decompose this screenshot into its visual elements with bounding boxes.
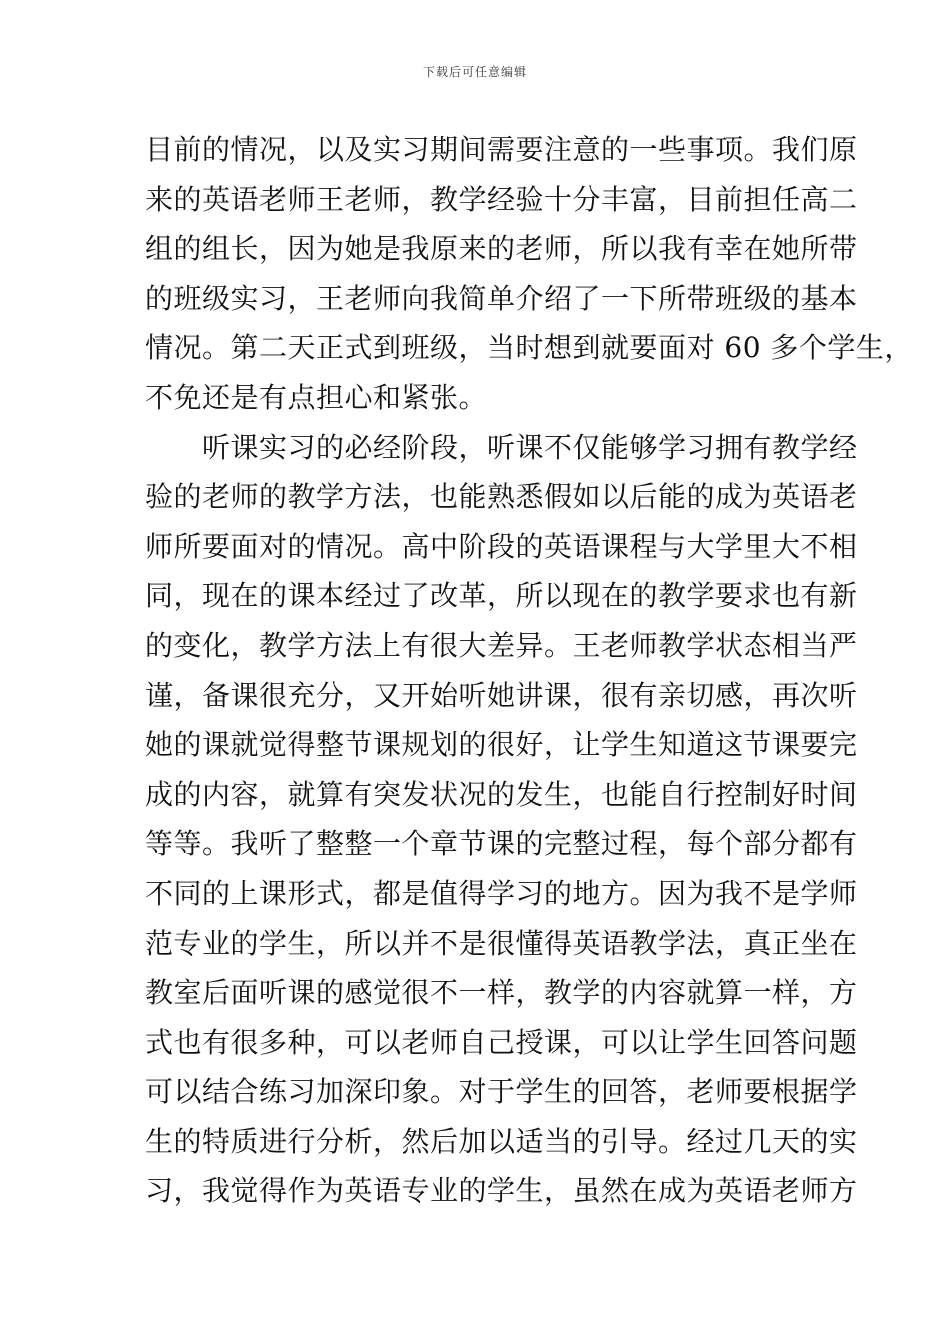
text-line: 范专业的学生，所以并不是很懂得英语教学法，真正坐在 xyxy=(145,926,858,960)
body-text xyxy=(145,125,913,1216)
text-line: 的班级实习，王老师向我简单介绍了一下所带班级的基本 xyxy=(145,281,858,315)
text-line: 组的组长，因为她是我原来的老师，所以我有幸在她所带 xyxy=(145,232,858,266)
text-line: 她的课就觉得整节课规划的很好，让学生知道这节课要完 xyxy=(145,728,858,762)
text-line: 等等。我听了整整一个章节课的完整过程，每个部分都有 xyxy=(145,827,858,861)
text-line: 师所要面对的情况。高中阶段的英语课程与大学里大不相 xyxy=(145,529,858,563)
text-line: 成的内容，就算有突发状况的发生，也能自行控制好时间 xyxy=(145,777,858,811)
text-line: 听课实习的必经阶段，听课不仅能够学习拥有教学经 xyxy=(145,430,858,464)
text-line: 谨，备课很充分，又开始听她讲课，很有亲切感，再次听 xyxy=(145,678,858,712)
text-line: 不同的上课形式，都是值得学习的地方。因为我不是学师 xyxy=(145,876,858,910)
text-line: 式也有很多种，可以老师自己授课，可以让学生回答问题 xyxy=(145,1025,858,1059)
text-line: 教室后面听课的感觉很不一样，教学的内容就算一样，方 xyxy=(145,976,858,1010)
text-line: 可以结合练习加深印象。对于学生的回答，老师要根据学 xyxy=(145,1075,858,1109)
text-line: 情况。第二天正式到班级，当时想到就要面对 60 多个学生， xyxy=(145,331,913,365)
text-line: 的变化，教学方法上有很大差异。王老师教学状态相当严 xyxy=(145,628,858,662)
text-line: 验的老师的教学方法，也能熟悉假如以后能的成为英语老 xyxy=(145,480,858,514)
text-line: 同，现在的课本经过了改革，所以现在的教学要求也有新 xyxy=(145,579,858,613)
text-line: 习，我觉得作为英语专业的学生，虽然在成为英语老师方 xyxy=(145,1174,858,1208)
text-line: 不免还是有点担心和紧张。 xyxy=(145,380,488,414)
text-line: 来的英语老师王老师，教学经验十分丰富，目前担任高二 xyxy=(145,182,858,216)
text-line: 目前的情况，以及实习期间需要注意的一些事项。我们原 xyxy=(145,133,858,166)
page-header: 下载后可任意编辑 xyxy=(422,65,527,79)
text-line: 生的特质进行分析，然后加以适当的引导。经过几天的实 xyxy=(145,1124,858,1158)
